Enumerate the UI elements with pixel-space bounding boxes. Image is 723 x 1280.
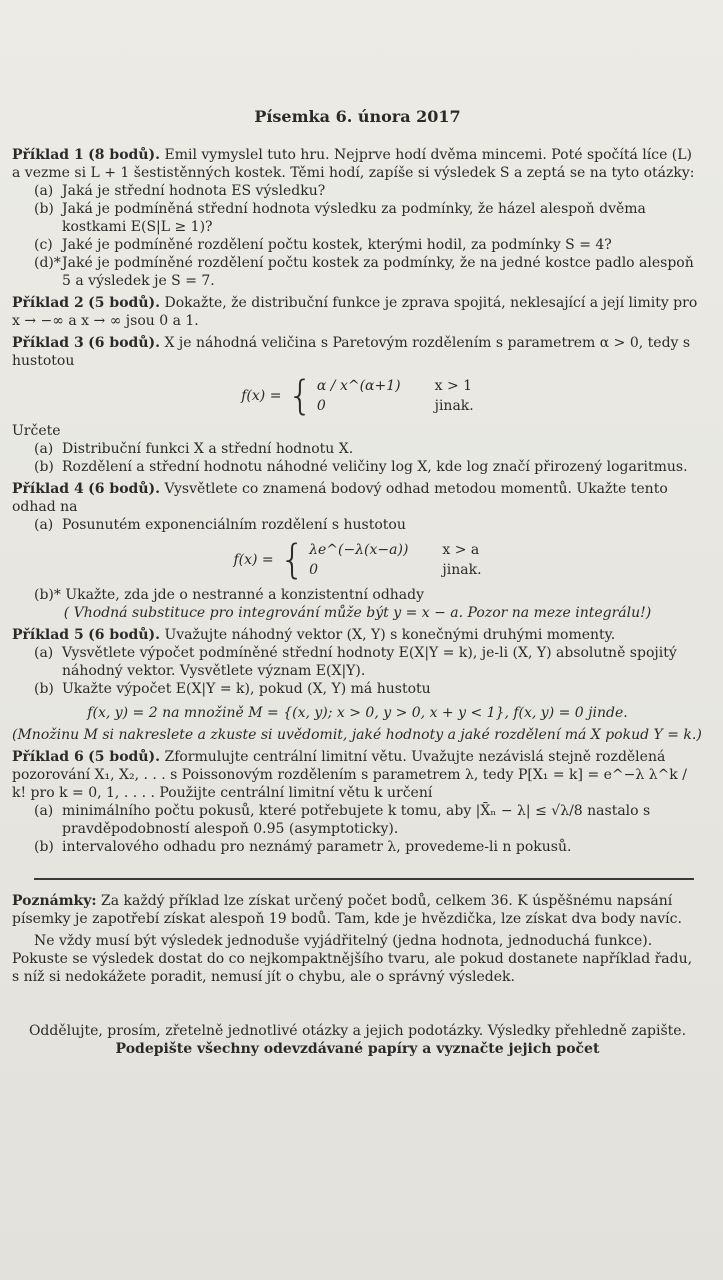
exercise-4-items [34,516,703,534]
exercise-4-label: Příklad 4 [12,481,84,497]
exercise-6-points: (5 bodů). [88,749,161,765]
case-condition: x > 1 [434,378,473,394]
shifted-exponential-formula [12,537,703,583]
case-expression: 0 [316,398,326,414]
exercise-3-urcete: Určete [12,423,61,439]
exercise-3-label: Příklad 3 [12,335,84,351]
item-text: Posunutém exponenciálním rozdělení s hustotou [62,517,406,533]
item-text: minimálního počtu pokusů, které potřebujete k tomu, aby |X̄ₙ − λ| ≤ √λ/8 nastalo s pravděpodobností alespoň 0.95 (asymptoticky). [62,803,651,837]
exercise-4 [12,480,703,622]
exercise-3-text [12,334,703,370]
list-item [34,838,703,856]
item-key: (b) [34,201,54,217]
item-key: (b) [34,839,54,855]
exercise-1-text [12,146,703,182]
brace-icon: { [279,537,306,583]
notes-label: Poznámky: [12,893,97,909]
exercise-1 [12,146,703,290]
exercise-6-text [12,748,703,802]
item-text: intervalového odhadu pro neznámý parametr λ, provedeme-li n pokusů. [62,839,572,855]
exercise-3-points: (6 bodů). [88,335,161,351]
list-item [34,516,703,534]
exercise-6-label: Příklad 6 [12,749,84,765]
exercise-5-points: (6 bodů). [88,627,161,643]
exercise-4-item-b: (b)* Ukažte, zda jde o nestranné a konzistentní odhady [34,587,425,603]
exercise-2-points: (5 bodů). [88,295,161,311]
item-text: Jaké je podmíněné rozdělení počtu kostek, kterými hodil, za podmínky S = 4? [62,237,612,253]
exercise-1-items [34,182,703,290]
exercise-4-text [12,480,703,516]
list-item [34,236,703,254]
exercise-5 [12,626,703,744]
item-key: (b) [34,459,54,475]
list-item [34,680,703,698]
exercise-2-label: Příklad 2 [12,295,84,311]
footer-line-2: Podepište všechny odevzdávané papíry a vyznačte jejich počet [115,1041,600,1057]
item-text: Ukažte výpočet E(X|Y = k), pokud (X, Y) má hustotu [62,681,431,697]
item-key: (a) [34,441,54,457]
list-item [34,200,703,236]
formula-cases [317,377,474,415]
exercise-5-text [12,626,703,644]
formula-cases [309,541,481,579]
case-condition: x > a [442,542,480,558]
item-key: (a) [34,183,54,199]
exercise-1-label: Příklad 1 [12,147,84,163]
exercise-3-items [34,440,703,476]
exercise-5-label: Příklad 5 [12,627,84,643]
case-expression: λe^(−λ(x−a)) [309,542,409,558]
brace-icon: { [287,373,313,419]
divider [34,878,694,880]
item-text: Vysvětlete výpočet podmíněné střední hodnoty E(X|Y = k), je-li (X, Y) absolutně spojitý náhodný vektor. Vysvětlete význam E(X|Y). [62,645,677,679]
exercise-5-items [34,644,703,698]
exercise-4-points: (6 bodů). [88,481,161,497]
exercise-6-body: Zformulujte centrální limitní větu. Uvažujte nezávislá stejně rozdělená pozorování X₁, X₂, . . . s Poissonovým rozdělením s parametrem λ, tedy P[X₁ = k] = e^−λ λ^k / k! pro k = 0, 1, . . . . Použijte centrální limitní větu k určení [12,749,687,801]
exercise-2-body: Dokažte, že distribuční funkce je zprava spojitá, neklesající a její limity pro x → −∞ a x → ∞ jsou 0 a 1. [12,295,698,329]
exercise-5-note: (Množinu M si nakreslete a zkuste si uvědomit, jaké hodnoty a jaké rozdělení má X pokud Y = k.) [12,727,702,743]
exercise-2 [12,294,703,330]
exercise-5-formula: f(x, y) = 2 na množině M = {(x, y); x > 0, y > 0, x + y < 1}, f(x, y) = 0 jinde. [87,705,628,721]
notes-paragraph-1 [12,892,703,928]
item-key: (d)* [34,255,61,271]
item-text: Distribuční funkci X a střední hodnotu X. [62,441,354,457]
page-title: Písemka 6. února 2017 [254,107,461,126]
pareto-density-formula [12,373,703,419]
item-text: Jaké je podmíněné rozdělení počtu kostek za podmínky, že na jedné kostce padlo alespoň 5 a výsledek je S = 7. [62,255,694,289]
footer [12,1022,703,1058]
case-condition: jinak. [434,398,474,414]
notes-paragraph-2: Ne vždy musí být výsledek jednoduše vyjádřitelný (jedna hodnota, jednoduchá funkce). Pokuste se výsledek dostat do co nejkompaktnějšího tvaru, ale pokud dostanete například řadu, s níž si nedokážete poradit, nemusí jít o chybu, ale o správný výsledek. [12,933,693,985]
list-item [34,440,703,458]
item-key: (a) [34,803,54,819]
formula-lhs: f(x) = [241,388,282,404]
list-item [34,644,703,680]
list-item [34,182,703,200]
exercise-1-points: (8 bodů). [88,147,161,163]
item-key: (a) [34,517,54,533]
item-key: (a) [34,645,54,661]
exercise-4-hint: ( Vhodná substituce pro integrování může být y = x − a. Pozor na meze integrálu!) [63,605,652,621]
exercise-2-text [12,294,703,330]
formula-lhs: f(x) = [233,552,274,568]
exercise-3 [12,334,703,476]
notes-section [12,892,703,986]
item-text: Rozdělení a střední hodnotu náhodné veličiny log X, kde log značí přirozený logaritmus. [62,459,688,475]
item-text: Jaká je podmíněná střední hodnota výsledku za podmínky, že házel alespoň dvěma kostkami E(S|L ≥ 1)? [62,201,646,235]
case-expression: α / x^(α+1) [316,378,401,394]
exercise-6-items [34,802,703,856]
notes-text-1: Za každý příklad lze získat určený počet bodů, celkem 36. K úspěšnému napsání písemky je zapotřebí získat alespoň 19 bodů. Tam, kde je hvězdička, lze získat dva body navíc. [12,893,682,927]
list-item [34,254,703,290]
exercise-5-body: Uvažujte náhodný vektor (X, Y) s konečnými druhými momenty. [164,627,616,643]
item-text: Jaká je střední hodnota ES výsledku? [62,183,326,199]
item-key: (c) [34,237,53,253]
exercise-4-body: Vysvětlete co znamená bodový odhad metodou momentů. Ukažte tento odhad na [12,481,668,515]
exercise-6 [12,748,703,856]
list-item [34,458,703,476]
exercise-1-intro: Emil vymyslel tuto hru. Nejprve hodí dvěma mincemi. Poté spočítá líce (L) a vezme si L + 1 šestistěnných kostek. Těmi hodí, zapíše si výsledek S a zeptá se na tyto otázky: [12,147,695,181]
list-item [34,802,703,838]
exercise-3-body: X je náhodná veličina s Paretovým rozdělením s parametrem α > 0, tedy s hustotou [12,335,691,369]
footer-line-1: Oddělujte, prosím, zřetelně jednotlivé otázky a jejich podotázky. Výsledky přehledně zapište. [28,1023,687,1039]
item-key: (b) [34,681,54,697]
case-expression: 0 [309,562,319,578]
case-condition: jinak. [442,562,482,578]
